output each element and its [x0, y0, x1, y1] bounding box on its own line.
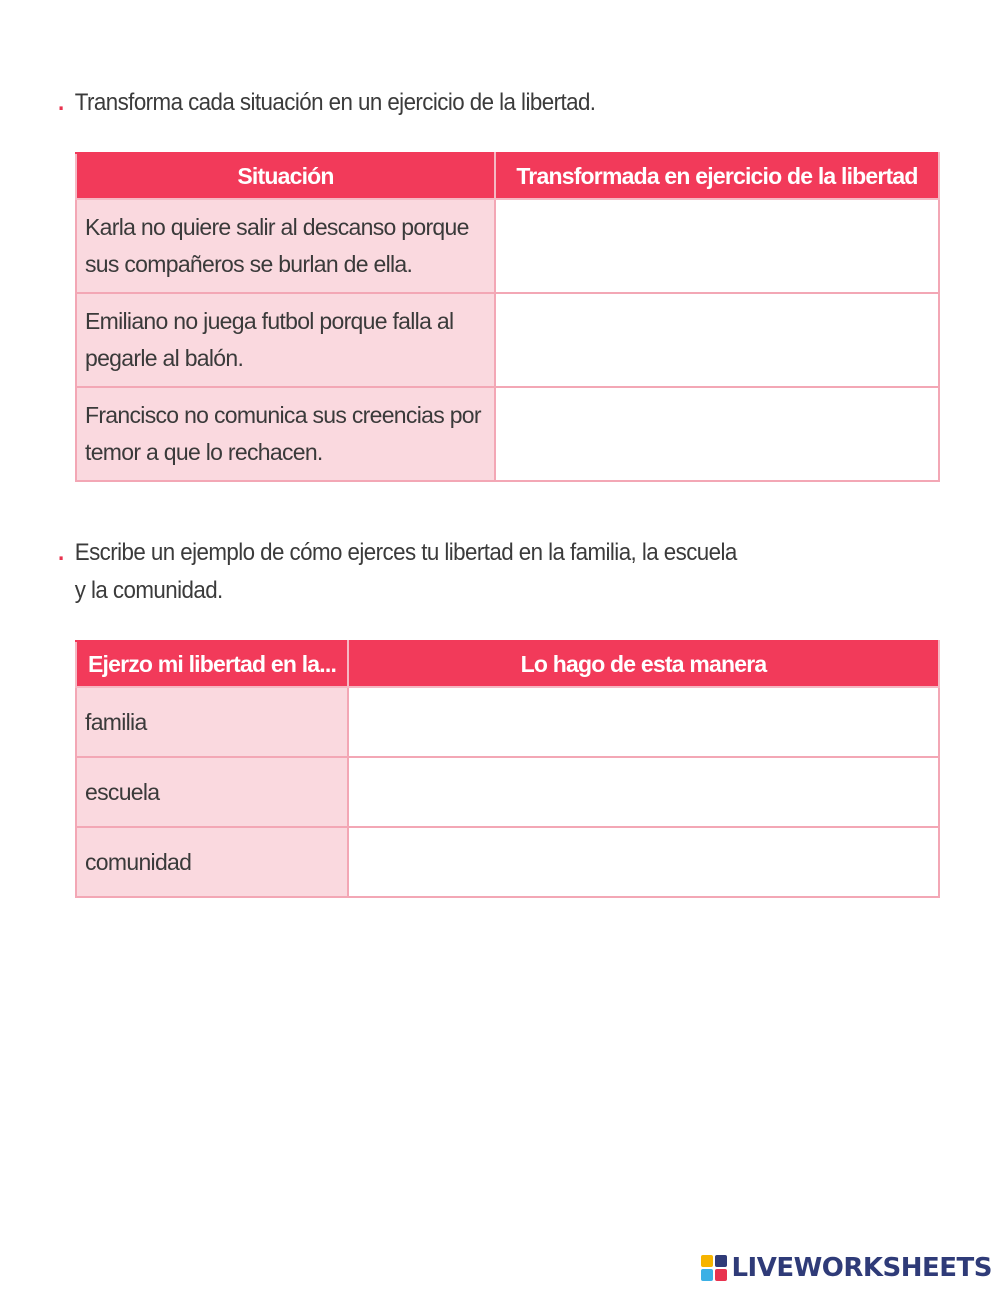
answer-cell[interactable]: [348, 757, 939, 827]
header-exercise-freedom: Ejerzo mi libertad en la...: [76, 641, 348, 687]
logo-text: LIVEWORKSHEETS: [731, 1253, 992, 1283]
instruction-1-bullet: .: [58, 89, 64, 116]
answer-cell[interactable]: [348, 827, 939, 897]
table-row: [76, 199, 939, 293]
situation-text-line: Francisco no comunica sus creencias por: [85, 402, 481, 428]
table-row: [76, 827, 939, 897]
context-label-comunidad: comunidad: [76, 827, 348, 897]
situation-text-line: pegarle al balón.: [85, 345, 244, 371]
instruction-2-text-line2: y la comunidad.: [74, 577, 223, 604]
liveworksheets-blocks-icon: [701, 1255, 727, 1281]
header-how-i-do-it: Lo hago de esta manera: [348, 641, 939, 687]
table-row: [76, 757, 939, 827]
freedom-table: [75, 640, 940, 898]
situation-cell: [76, 293, 495, 387]
header-transformed: Transformada en ejercicio de la libertad: [495, 153, 939, 199]
liveworksheets-logo[interactable]: [701, 1253, 992, 1283]
table-row: [76, 387, 939, 481]
answer-cell[interactable]: [495, 293, 939, 387]
instruction-2-bullet: .: [58, 539, 64, 566]
situations-table-header: [76, 153, 939, 199]
situation-text-line: temor a que lo rechacen.: [85, 439, 323, 465]
instruction-2: [58, 534, 737, 610]
context-label-familia: familia: [76, 687, 348, 757]
answer-cell[interactable]: [495, 199, 939, 293]
answer-cell[interactable]: [495, 387, 939, 481]
situations-table: [75, 152, 940, 482]
header-situation: Situación: [76, 153, 495, 199]
instruction-1-text: Transforma cada situación en un ejercicio de la libertad.: [74, 89, 596, 116]
freedom-table-header: [76, 641, 939, 687]
situation-cell: [76, 387, 495, 481]
situation-text-line: Karla no quiere salir al descanso porque: [85, 214, 469, 240]
situation-cell: [76, 199, 495, 293]
context-label-escuela: escuela: [76, 757, 348, 827]
situation-text-line: Emiliano no juega futbol porque falla al: [85, 308, 454, 334]
situation-text-line: sus compañeros se burlan de ella.: [85, 251, 413, 277]
instruction-1: [58, 84, 595, 122]
table-row: [76, 293, 939, 387]
table-row: [76, 687, 939, 757]
answer-cell[interactable]: [348, 687, 939, 757]
instruction-2-text-line1: Escribe un ejemplo de cómo ejerces tu libertad en la familia, la escuela: [74, 539, 737, 566]
